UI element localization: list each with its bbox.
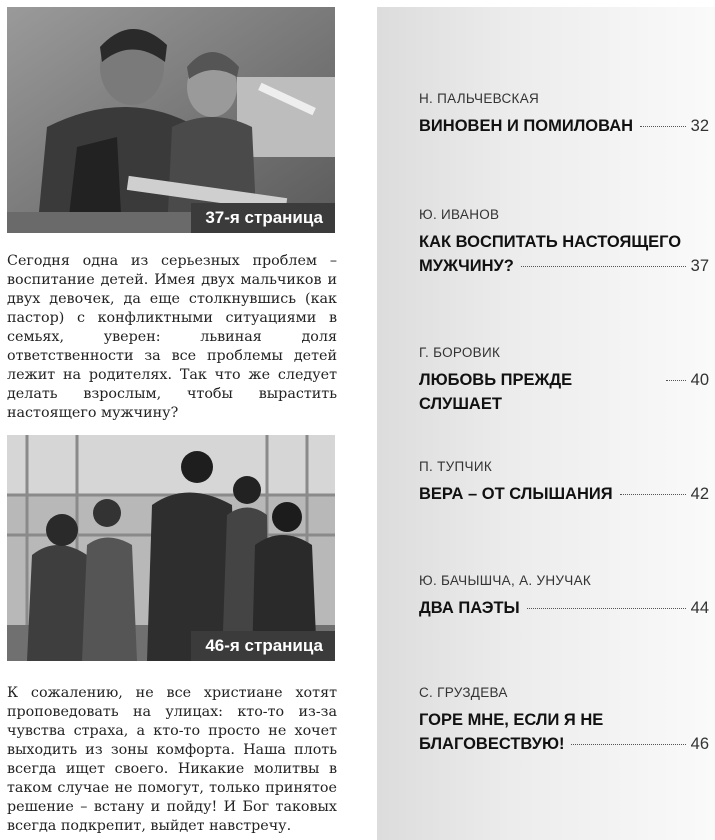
toc-entry[interactable] (419, 207, 709, 278)
toc-author: Н. ПАЛЬЧЕВСКАЯ (419, 91, 540, 106)
toc-page-number: 44 (690, 599, 709, 617)
toc-title: ВИНОВЕН И ПОМИЛОВАН (419, 117, 634, 135)
toc-leader-dots (666, 380, 686, 381)
toc-title-row (419, 368, 709, 416)
toc-leader-dots (521, 266, 686, 267)
toc-author: Ю. ИВАНОВ (419, 207, 500, 222)
paragraph-text: К сожалению, не все христиане хотят проповедовать на улицах: кто-то из-за чувства страха, а кто-то просто не хочет выходить из зоны комфорта. Наша плоть всегда ищет своего. Никакие молитвы в таком случае не помогут, только принятое решение – встану и пойду! И Бог таковых всегда подкрепит, выйдет навстречу. (7, 685, 337, 834)
toc-entry[interactable] (419, 459, 709, 506)
toc-author: Г. БОРОВИК (419, 345, 501, 360)
toc-title-first-line: ГОРЕ МНЕ, ЕСЛИ Я НЕ (419, 711, 604, 729)
toc-leader-dots (571, 744, 685, 745)
article-excerpt-1 (7, 252, 337, 423)
toc-author: С. ГРУЗДЕВА (419, 685, 508, 700)
toc-page-number: 42 (690, 485, 709, 503)
table-of-contents (377, 7, 715, 840)
toc-page-number: 32 (690, 117, 709, 135)
toc-entry[interactable] (419, 685, 709, 756)
toc-title: ЛЮБОВЬ ПРЕЖДЕ СЛУШАЕТ (419, 371, 573, 413)
toc-entry[interactable] (419, 573, 709, 620)
toc-title: БЛАГОВЕСТВУЮ! (419, 735, 565, 753)
toc-page-number: 37 (690, 257, 709, 275)
toc-entry[interactable] (419, 91, 709, 138)
toc-title-row (419, 114, 709, 138)
toc-title-row (419, 482, 709, 506)
paragraph-text: Сегодня одна из серьезных проблем – воспитание детей. Имея двух мальчиков и двух девочек, да еще столкнувшись (как пастор) с конфликтными ситуациями в семьях, уверен: львиная доля ответственности за все проблемы детей лежит на родителях. Так что же следует делать взрослым, чтобы вырастить настоящего мужчину? (7, 253, 337, 421)
toc-author: П. ТУПЧИК (419, 459, 492, 474)
photo-man-and-boy-icon (7, 7, 335, 233)
photo-people-at-station-icon (7, 435, 335, 661)
toc-leader-dots (640, 126, 686, 127)
toc-entry[interactable] (419, 345, 709, 416)
toc-title-row (419, 732, 709, 756)
toc-title: ДВА ПАЭТЫ (419, 599, 520, 617)
article-excerpt-2 (7, 684, 337, 836)
toc-title-row (419, 596, 709, 620)
toc-title-row (419, 254, 709, 278)
toc-title-first-line: КАК ВОСПИТАТЬ НАСТОЯЩЕГО (419, 233, 682, 251)
photo-1-caption: 37-я страница (191, 203, 335, 233)
toc-leader-dots (527, 608, 686, 609)
toc-title: МУЖЧИНУ? (419, 257, 514, 275)
toc-author: Ю. БАЧЫШЧА, А. УНУЧАК (419, 573, 592, 588)
photo-2-caption: 46-я страница (191, 631, 335, 661)
toc-page-number: 46 (690, 735, 709, 753)
toc-leader-dots (620, 494, 686, 495)
toc-page-number: 40 (690, 371, 709, 389)
toc-title: ВЕРА – ОТ СЛЫШАНИЯ (419, 485, 613, 503)
photo-2 (7, 435, 335, 661)
photo-1 (7, 7, 335, 233)
